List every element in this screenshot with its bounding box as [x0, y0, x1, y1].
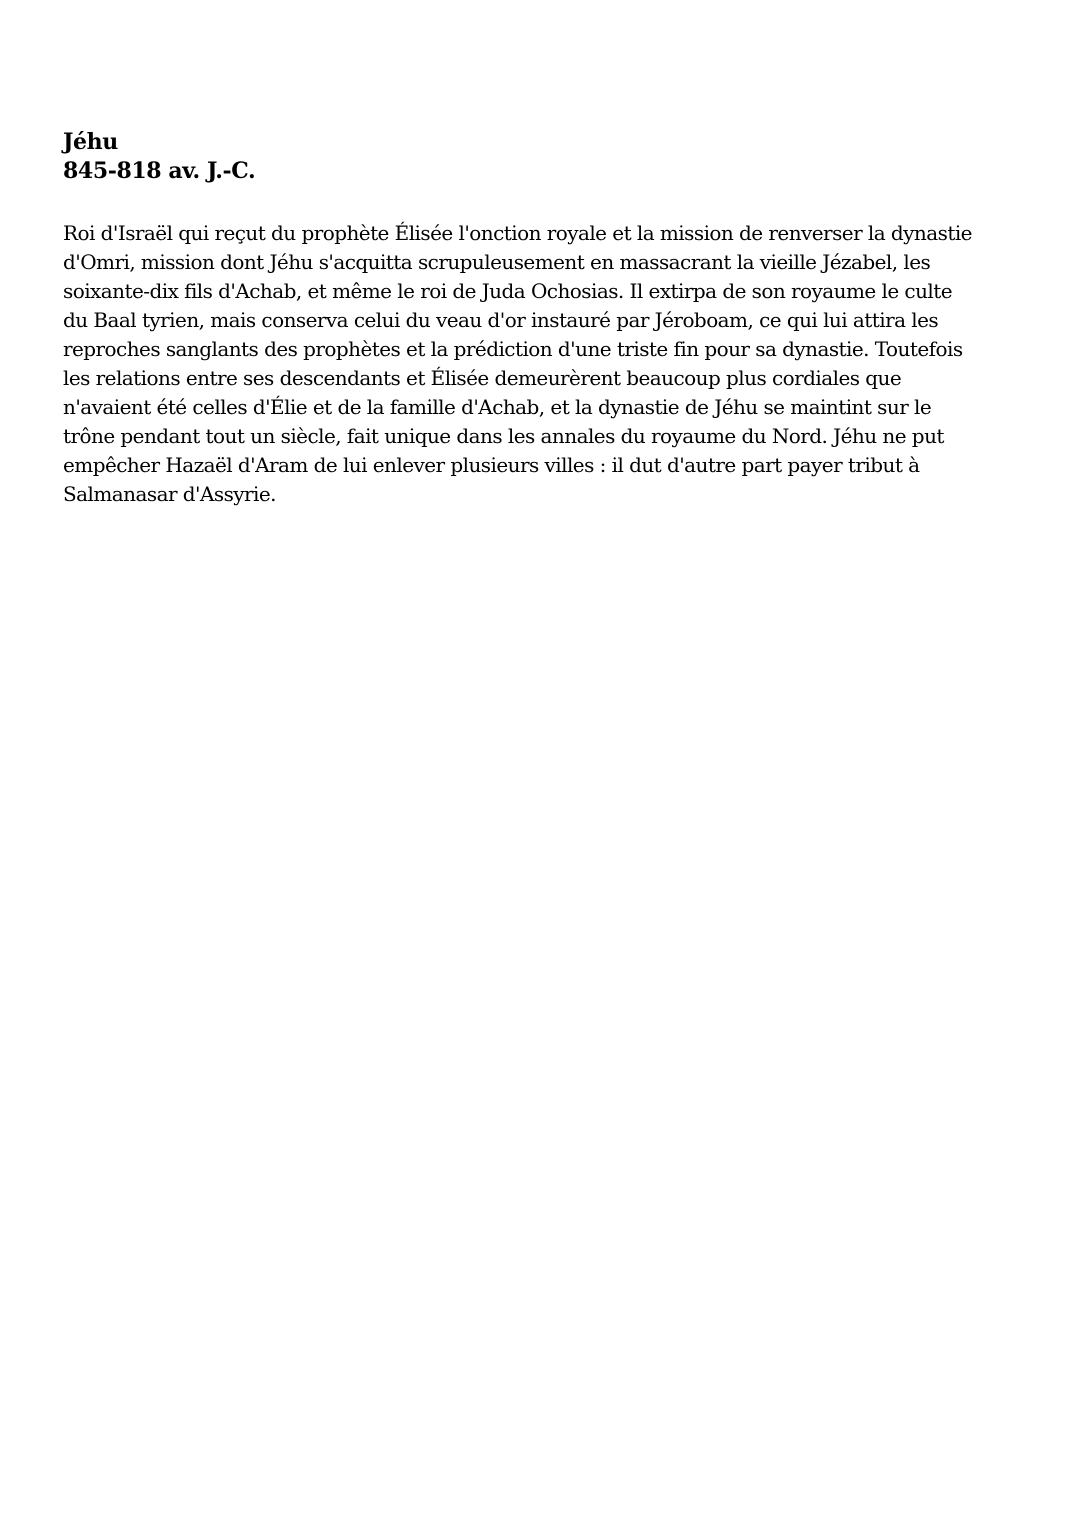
- body-paragraph: [63, 219, 1018, 509]
- document-heading: [63, 128, 1003, 186]
- body-line: Salmanasar d'Assyrie.: [63, 482, 276, 506]
- body-line: du Baal tyrien, mais conserva celui du veau d'or instauré par Jéroboam, ce qui lui attira les: [63, 308, 939, 332]
- body-line: Roi d'Israël qui reçut du prophète Élisée l'onction royale et la mission de renverser la dynastie: [63, 221, 972, 245]
- body-line: trône pendant tout un siècle, fait unique dans les annales du royaume du Nord. Jéhu ne put: [63, 424, 944, 448]
- body-line: reproches sanglants des prophètes et la prédiction d'une triste fin pour sa dynastie. Toutefois: [63, 337, 963, 361]
- body-line: les relations entre ses descendants et Élisée demeurèrent beaucoup plus cordiales que: [63, 366, 902, 390]
- body-line: n'avaient été celles d'Élie et de la famille d'Achab, et la dynastie de Jéhu se maintint sur le: [63, 395, 932, 419]
- body-line: d'Omri, mission dont Jéhu s'acquitta scrupuleusement en massacrant la vieille Jézabel, les: [63, 250, 931, 274]
- body-line: empêcher Hazaël d'Aram de lui enlever plusieurs villes : il dut d'autre part payer tribut à: [63, 453, 920, 477]
- document-title: Jéhu: [63, 129, 118, 155]
- body-line: soixante-dix fils d'Achab, et même le roi de Juda Ochosias. Il extirpa de son royaume le culte: [63, 279, 953, 303]
- document-dates: 845-818 av. J.-C.: [63, 158, 256, 184]
